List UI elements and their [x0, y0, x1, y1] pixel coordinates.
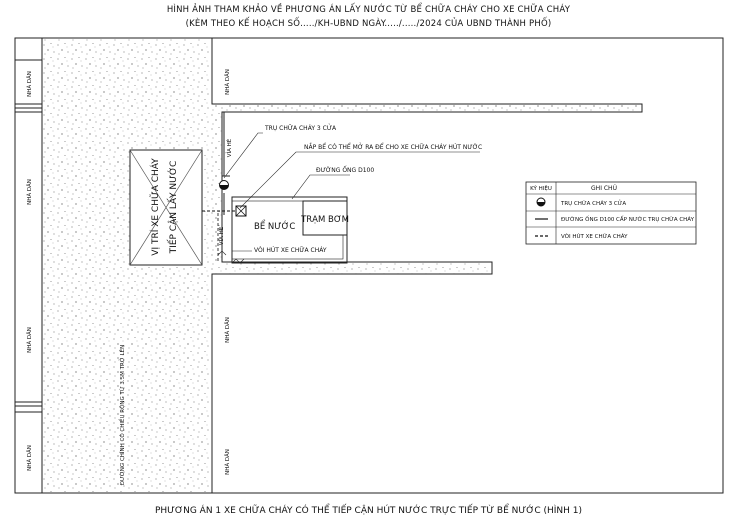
legend-hydrant-icon: [537, 198, 545, 206]
pipe-callout: ĐƯỜNG ỐNG D100: [316, 167, 375, 174]
house-label-4: NHÀ DÂN: [27, 445, 33, 471]
tank-cover-callout: NẮP BỂ CÓ THỂ MỞ RA ĐỂ CHO XE CHỮA CHÁY HÚT NƯỚC: [304, 144, 483, 151]
house-blocks-left: [15, 60, 42, 493]
tank-cover-icon: [236, 206, 246, 216]
house-label-3: NHÀ DÂN: [27, 327, 33, 353]
title-line-2: (KÈM THEO KẾ HOẠCH SỐ...../KH-UBND NGÀY...../...../2024 CỦA UBND THÀNH PHỐ): [185, 19, 552, 29]
sidewalk-label-2: VỈA HÈ: [219, 226, 225, 246]
house-label-7: NHÀ DÂN: [225, 449, 231, 475]
pump-station-label: TRẠM BƠM: [301, 215, 349, 225]
fire-truck-position: [130, 150, 202, 265]
main-road-label: ĐƯỜNG CHÍNH CÓ CHIỀU RỘNG TỪ 3.5M TRỞ LÊN: [120, 344, 126, 486]
house-label-5: NHÀ DÂN: [225, 69, 231, 95]
legend-header-symbol: KÝ HIỆU: [530, 186, 552, 192]
title-line-1: HÌNH ẢNH THAM KHẢO VỀ PHƯƠNG ÁN LẤY NƯỚC TỪ BỂ CHỮA CHÁY CHO XE CHỮA CHÁY: [166, 5, 571, 15]
legend-note-pipe: ĐƯỜNG ỐNG D100 CẤP NƯỚC TRỤ CHỮA CHÁY: [561, 217, 695, 223]
legend-note-hydrant: TRỤ CHỮA CHÁY 3 CỬA: [561, 201, 627, 207]
legend-note-hose: VÒI HÚT XE CHỮA CHÁY: [561, 234, 628, 240]
legend-header-note: GHI CHÚ: [591, 185, 617, 192]
water-tank-label: BỂ NƯỚC: [254, 222, 296, 232]
sidewalk-label-1: VỈA HÈ: [227, 138, 233, 158]
figure-caption: PHƯƠNG ÁN 1 XE CHỮA CHÁY CÓ THỂ TIẾP CẬN HÚT NƯỚC TRỰC TIẾP TỪ BỂ NƯỚC (HÌNH 1): [154, 506, 583, 516]
house-label-6: NHÀ DÂN: [225, 317, 231, 343]
truck-position-label-2: TIẾP CẬN LẤY NƯỚC: [169, 160, 179, 254]
house-label-2: NHÀ DÂN: [27, 179, 33, 205]
house-label-1: NHÀ DÂN: [27, 71, 33, 97]
hydrant-callout: TRỤ CHỮA CHÁY 3 CỬA: [265, 125, 337, 132]
suction-hose-callout: VÒI HÚT XE CHỮA CHÁY: [254, 247, 327, 254]
hydrant-icon: [220, 181, 229, 190]
truck-position-label-1: VỊ TRÍ XE CHỮA CHÁY: [151, 158, 161, 256]
